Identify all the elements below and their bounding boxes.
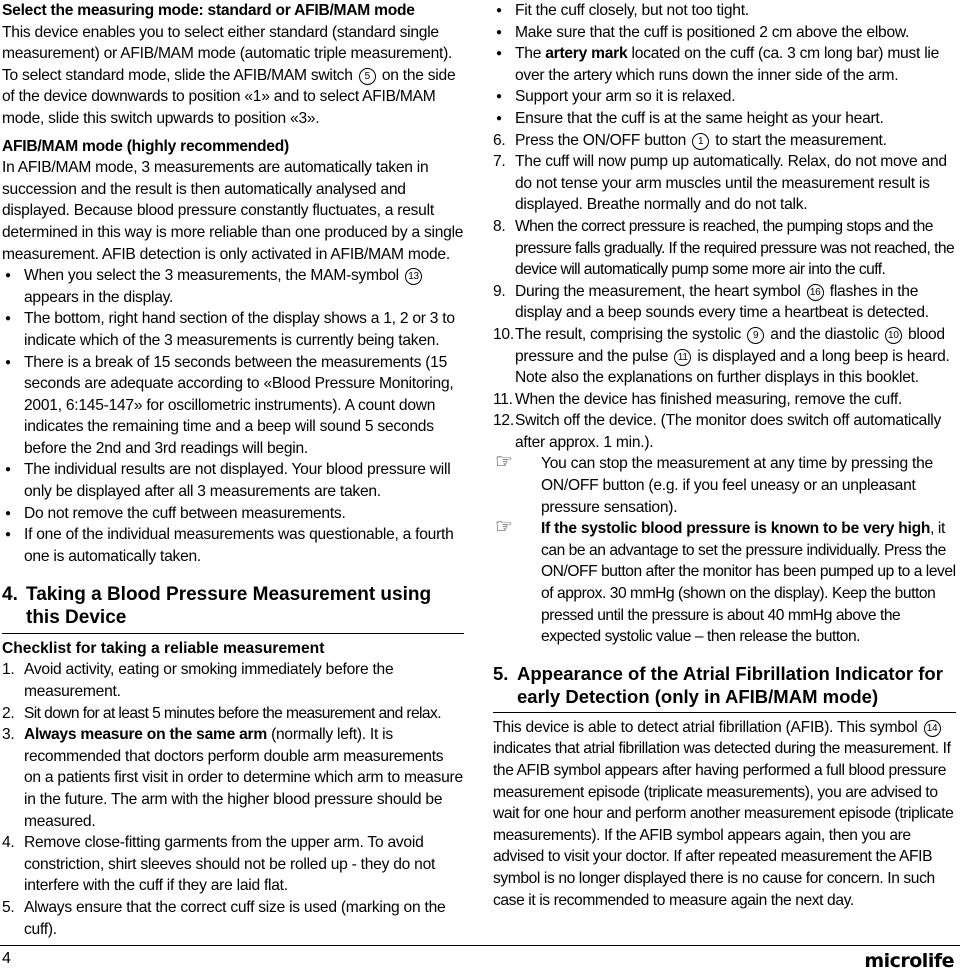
list-item: ● If one of the individual measurements was questionable, a fourth one is automatically taken. <box>2 524 464 567</box>
cuff-bullet-list <box>493 0 956 130</box>
checklist <box>2 659 464 940</box>
list-item: ● The individual results are not displayed. Your blood pressure will only be displayed after all 3 measurements are taken. <box>2 459 464 502</box>
divider <box>2 633 464 634</box>
list-item: 4. Remove close-fitting garments from the upper arm. To avoid constriction, shirt sleeves should not be rolled up - they do not interfere with the cuff if they are laid flat. <box>2 834 436 895</box>
list-item: 11. When the device has finished measuring, remove the cuff. <box>493 390 903 408</box>
pointing-hand-icon: ☞ <box>495 516 513 539</box>
ref-16-marker: 16 <box>807 284 824 301</box>
measurement-steps <box>493 130 956 454</box>
list-item: 6. Press the ON/OFF button 1 to start the measurement. <box>493 131 887 149</box>
section-4-heading: 4. Taking a Blood Pressure Measurement using this Device <box>2 583 464 634</box>
list-item: ● The bottom, right hand section of the display shows a 1, 2 or 3 to indicate which of the 3 measurements is currently being taken. <box>2 308 464 351</box>
list-item: ● When you select the 3 measurements, the MAM-symbol 13 appears in the display. <box>2 265 464 308</box>
list-item: ● There is a break of 15 seconds between the measurements (15 seconds are adequate according to «Blood Pressure Monitoring, 2001, 6:145-147» for oscillometric instruments). A count down indicates the remaining time and a beep will sound 5 seconds before the 2nd and 3rd readings will begin. <box>2 352 464 460</box>
right-column <box>493 0 956 911</box>
ref-9-marker: 9 <box>747 327 764 344</box>
list-item: 3. Always measure on the same arm (normally left). It is recommended that doctors perform double arm measurements on a patients first visit in order to determine which arm to measure in the future. The arm with the higher blood pressure should be measured. <box>2 726 463 830</box>
divider <box>493 712 956 713</box>
ref-5-marker: 5 <box>359 68 376 85</box>
list-item: 10. The result, comprising the systolic 9 and the diastolic 10 blood pressure and the pulse 11 is displayed and a long beep is heard. Note also the explanations on further displays in this booklet. <box>493 325 950 387</box>
pointing-hand-icon: ☞ <box>495 451 513 474</box>
list-item: ● Make sure that the cuff is positioned 2 cm above the elbow. <box>493 22 956 44</box>
list-item: 9. During the measurement, the heart symbol 16 flashes in the display and a beep sounds every time a heartbeat is detected. <box>493 282 929 322</box>
note-stop-measurement: ☞ You can stop the measurement at any time by pressing the ON/OFF button (e.g. if you feel uneasy or an unpleasant pressure sensation). <box>495 451 933 516</box>
list-item: ● The artery mark located on the cuff (ca. 3 cm long bar) must lie over the artery which runs down the inner side of the arm. <box>493 43 956 86</box>
ref-14-marker: 14 <box>924 720 941 737</box>
checklist-heading: Checklist for taking a reliable measurement <box>2 640 325 658</box>
ref-11-marker: 11 <box>674 349 691 366</box>
note-high-pressure: ☞ If the systolic blood pressure is known to be very high, it can be an advantage to set the pressure individually. Press the ON/OFF button after the monitor has been pumped up to a level of approx. 30 mmHg (shown on the display). Keep the button pressed until the pressure is about 40 mmHg above the expected systolic value – then release the button. <box>495 516 956 646</box>
mode-text: This device enables you to select either standard (standard single measurement) or AFIB/MAM mode (automatic triple measurement). To select standard mode, slide the AFIB/MAM switch 5 on the side of the device downwards to position «1» and to select AFIB/MAM mode, slide this switch upwards to position «3». <box>2 23 456 127</box>
list-item: 12. Switch off the device. (The monitor does switch off automatically after approx. 1 min.). <box>493 412 942 451</box>
list-item: 7. The cuff will now pump up automatically. Relax, do not move and do not tense your arm muscles until the measurement result is displayed. Breathe normally and do not talk. <box>493 153 947 214</box>
list-item: 8. When the correct pressure is reached, the pumping stops and the pressure falls gradually. If the required pressure was not reached, the device will automatically pump some more air into the cuff. <box>493 217 955 279</box>
afib-heading: AFIB/MAM mode (highly recommended) <box>2 137 289 155</box>
microlife-logo: microlife <box>864 950 954 972</box>
section-5-heading: 5. Appearance of the Atrial Fibrillation Indicator for early Detection (only in AFIB/MAM mode) <box>493 662 956 713</box>
afib-text: In AFIB/MAM mode, 3 measurements are automatically taken in succession and the result is then automatically analysed and displayed. Because blood pressure constantly fluctuates, a result determined in this way is more reliable than one produced by a single measurement. AFIB detection is only activated in AFIB/MAM mode. <box>2 159 464 263</box>
list-item: 1. Avoid activity, eating or smoking immediately before the measurement. <box>2 661 394 701</box>
ref-13-marker: 13 <box>405 268 422 285</box>
left-column <box>2 0 464 940</box>
list-item: ● Do not remove the cuff between measurements. <box>2 503 464 525</box>
list-item: 2. Sit down for at least 5 minutes before the measurement and relax. <box>2 704 441 722</box>
mode-heading: Select the measuring mode: standard or AFIB/MAM mode <box>2 2 415 19</box>
page-number: 4 <box>2 950 11 967</box>
ref-10-marker: 10 <box>885 327 902 344</box>
list-item: 5. Always ensure that the correct cuff size is used (marking on the cuff). <box>2 898 446 938</box>
list-item: ● Fit the cuff closely, but not too tight. <box>493 0 956 22</box>
footer-divider <box>0 945 960 946</box>
list-item: ● Support your arm so it is relaxed. <box>493 86 956 108</box>
afib-bullet-list <box>2 265 464 567</box>
list-item: ● Ensure that the cuff is at the same height as your heart. <box>493 108 956 130</box>
section-5-text: This device is able to detect atrial fibrillation (AFIB). This symbol 14 indicates that atrial fibrillation was detected during the measurement. If the AFIB symbol appears after having performed a full blood pressure measurement episode (triplicate measurements), you are advised to wait for one hour and perform another measurement episode (triplicate measurements). If the AFIB symbol appears again, then you are advised to visit your doctor. If after repeated measurement the AFIB symbol is no longer displayed there is no cause for concern. In such case it is recommended to measure again the next day. <box>493 718 954 909</box>
ref-1-marker: 1 <box>692 133 709 150</box>
